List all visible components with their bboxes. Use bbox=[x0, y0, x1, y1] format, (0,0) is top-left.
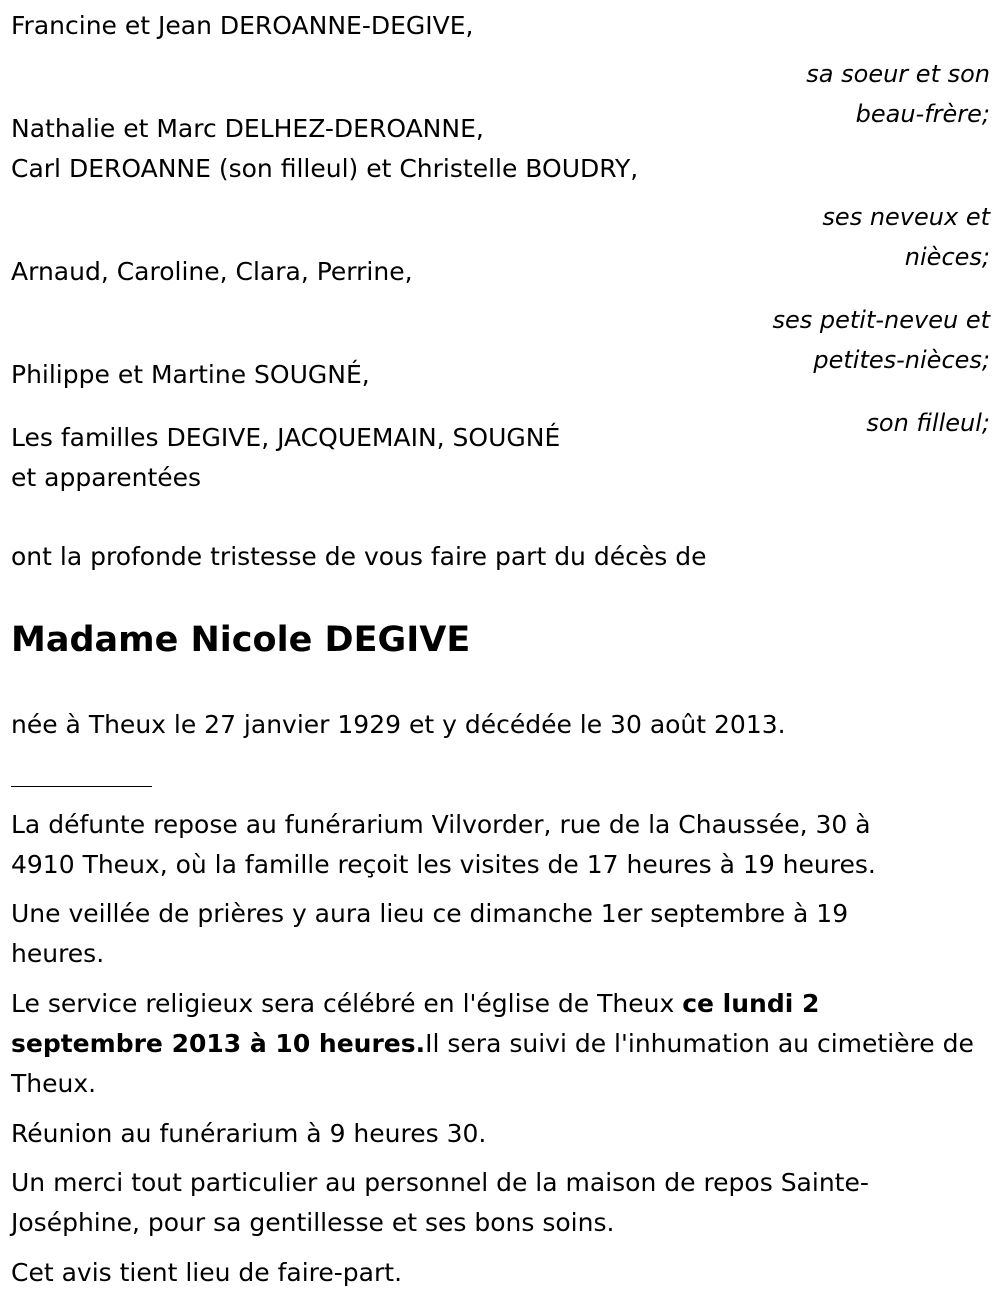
family-line: et apparentées bbox=[11, 463, 202, 492]
family-line: Philippe et Martine SOUGNÉ, bbox=[11, 360, 370, 389]
relation-label: ses petit-neveu et bbox=[772, 306, 990, 334]
service-line bbox=[11, 1024, 974, 1064]
veillee-line: Une veillée de prières y aura lieu ce dimanche 1er septembre à 19 bbox=[11, 899, 849, 928]
service-line bbox=[11, 984, 819, 1024]
service-date-bold: ce lundi 2 bbox=[682, 989, 820, 1018]
family-line: Nathalie et Marc DELHEZ-DEROANNE, bbox=[11, 114, 484, 143]
family-line: Arnaud, Caroline, Clara, Perrine, bbox=[11, 257, 413, 286]
service-date-bold: septembre 2013 à 10 heures. bbox=[11, 1029, 426, 1058]
relation-label: beau-frère; bbox=[855, 100, 990, 128]
family-line: Les familles DEGIVE, JACQUEMAIN, SOUGNÉ bbox=[11, 423, 561, 452]
repose-line: La défunte repose au funérarium Vilvorder, rue de la Chaussée, 30 à bbox=[11, 810, 871, 839]
deceased-name: Madame Nicole DEGIVE bbox=[11, 620, 471, 660]
relation-label: sa soeur et son bbox=[806, 60, 990, 88]
service-line: Theux. bbox=[11, 1069, 97, 1098]
thanks-line: Joséphine, pour sa gentillesse et ses bons soins. bbox=[11, 1208, 615, 1237]
service-text: Il sera suivi de l'inhumation au cimetière de bbox=[425, 1029, 974, 1058]
thanks-line: Un merci tout particulier au personnel de la maison de repos Sainte- bbox=[11, 1168, 869, 1197]
notice-text: Cet avis tient lieu de faire-part. bbox=[11, 1258, 403, 1287]
reunion-text: Réunion au funérarium à 9 heures 30. bbox=[11, 1119, 487, 1148]
family-line: Francine et Jean DEROANNE-DEGIVE, bbox=[11, 11, 474, 40]
veillee-line: heures. bbox=[11, 939, 105, 968]
birth-death-text: née à Theux le 27 janvier 1929 et y décédée le 30 août 2013. bbox=[11, 710, 786, 739]
relation-label: ses neveux et bbox=[822, 203, 990, 231]
separator-line bbox=[11, 786, 152, 787]
service-text: Le service religieux sera célébré en l'église de Theux bbox=[11, 989, 683, 1018]
relation-label: son filleul; bbox=[866, 409, 990, 437]
family-line: Carl DEROANNE (son filleul) et Christelle BOUDRY, bbox=[11, 154, 639, 183]
relation-label: nièces; bbox=[904, 243, 990, 271]
repose-line: 4910 Theux, où la famille reçoit les visites de 17 heures à 19 heures. bbox=[11, 850, 876, 879]
announcement-text: ont la profonde tristesse de vous faire part du décès de bbox=[11, 542, 707, 571]
relation-label: petites-nièces; bbox=[813, 346, 990, 374]
